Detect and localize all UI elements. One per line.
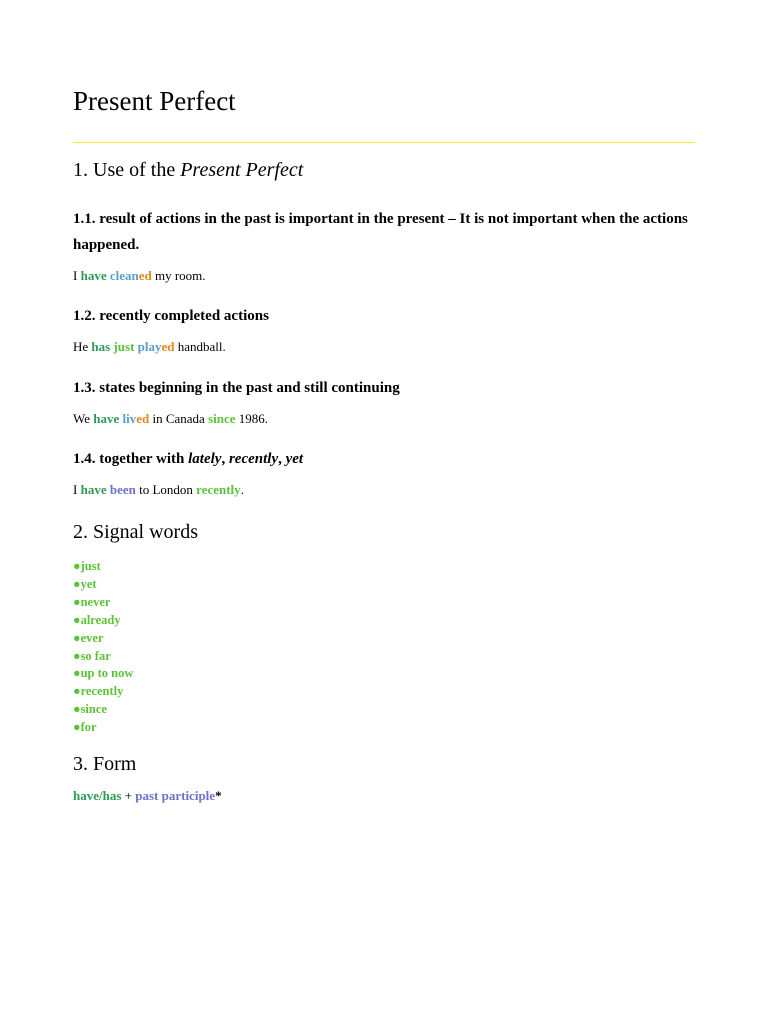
- form-participle: past participle: [135, 788, 216, 803]
- signal-word: just: [113, 339, 135, 354]
- bullet-icon: ●: [73, 612, 81, 627]
- form-formula: have/has + past participle*: [73, 788, 222, 803]
- use-4-heading: 1.4. together with lately, recently, yet: [73, 451, 304, 467]
- list-item: ●never: [73, 594, 111, 609]
- use-2-heading: 1.2. recently completed actions: [73, 308, 269, 324]
- bullet-icon: ●: [73, 594, 81, 609]
- aux-verb: have: [80, 268, 107, 283]
- list-item: ●already: [73, 612, 121, 627]
- list-item: ●for: [73, 720, 97, 735]
- list-item: ●since: [73, 702, 107, 717]
- use-4-example: I have been to London recently.: [73, 482, 244, 497]
- form-aux: have/has: [73, 788, 122, 803]
- bullet-icon: ●: [73, 648, 81, 663]
- aux-verb: have: [93, 411, 120, 426]
- verb-ending: ed: [136, 411, 150, 426]
- list-item: ●just: [73, 559, 101, 573]
- verb-ending: ed: [161, 339, 175, 354]
- section-use-heading: [73, 157, 303, 183]
- section-use-heading-prefix: 1. Use of the: [73, 159, 181, 181]
- use-1-heading: 1.1. result of actions in the past is important in the present – It is not important when the actions happened.: [73, 211, 688, 253]
- list-item: ●recently: [73, 684, 124, 699]
- section-signal-heading: 2. Signal words: [73, 521, 198, 543]
- bullet-icon: ●: [73, 666, 81, 681]
- section-use-heading-italic: Present Perfect: [180, 159, 304, 181]
- use-1-example: I have cleaned my room.: [73, 268, 206, 283]
- bullet-icon: ●: [73, 559, 81, 573]
- verb-stem: play: [137, 339, 162, 354]
- use-3-heading: 1.3. states beginning in the past and still continuing: [73, 380, 400, 396]
- bullet-icon: ●: [73, 576, 81, 591]
- aux-verb: have: [80, 482, 107, 497]
- title-divider: [73, 142, 695, 143]
- page-title: Present Perfect: [73, 86, 236, 116]
- list-item: ●ever: [73, 630, 104, 645]
- use-3-example: We have lived in Canada since 1986.: [73, 411, 269, 426]
- past-participle: been: [109, 482, 136, 497]
- bullet-icon: ●: [73, 720, 81, 735]
- signal-word: recently: [196, 482, 241, 497]
- verb-ending: ed: [138, 268, 152, 283]
- bullet-icon: ●: [73, 702, 81, 717]
- bullet-icon: ●: [73, 630, 81, 645]
- section-form-heading: 3. Form: [73, 753, 137, 775]
- footnote-star: *: [215, 788, 222, 803]
- signal-word-list: [73, 558, 133, 737]
- verb-stem: liv: [122, 411, 137, 426]
- aux-verb: has: [91, 339, 111, 354]
- use-2-example: He has just played handball.: [73, 339, 226, 354]
- verb-stem: clean: [109, 268, 139, 283]
- signal-word: since: [208, 411, 236, 426]
- list-item: ●yet: [73, 576, 97, 591]
- list-item: ●so far: [73, 648, 111, 663]
- bullet-icon: ●: [73, 684, 81, 699]
- list-item: ●up to now: [73, 666, 134, 681]
